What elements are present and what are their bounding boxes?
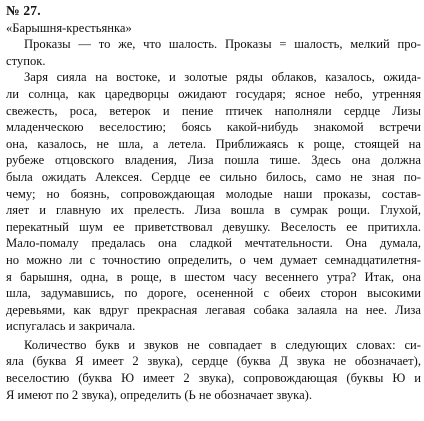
text-line: Мало-помалу предалась она сладкой мечтательности. Она думала, (6, 236, 421, 251)
text-line: яла (буква Я имеет 2 звука), сердце (буква Д звука не обозначает), (6, 354, 421, 369)
text-line: веселостию (буква Ю имеет 2 звука), сопровождающая (буквы Ю и (6, 371, 421, 386)
text-line: Проказы — то же, что шалость. Проказы = шалость, мелкий про- (24, 37, 421, 52)
exercise-number: № 27. (6, 3, 41, 18)
text-line: но можно ли с точностию определить, о чем думает семнадцатилетня- (6, 252, 421, 267)
text-line: ляет и главную их прелесть. Лиза вошла в сумрак рощи. Глухой, (6, 203, 421, 218)
text-line: чему; но боязнь, сопровождающая молодые наши проказы, состав- (6, 186, 421, 201)
paragraph-story (6, 69, 421, 335)
text-line: шла, задумавшись, по дороге, осененной с обеих сторон высокими (6, 286, 421, 301)
text-line: свежесть, роса, ветерок и пение птичек наполняли сердце Лизы (6, 103, 421, 118)
text-line: перекатный шум ее приветствовал девушку. Веселость ее притихла. (6, 219, 421, 234)
text-line: она, казалось, не шла, а летела. Приближаясь к роще, стоящей на (6, 136, 421, 151)
text-line: испугалась и закричала. (6, 319, 136, 334)
text-line: Количество букв и звуков не совпадает в следующих словах: си- (24, 337, 421, 352)
exercise-title: «Барышня-крестьянка» (6, 20, 132, 35)
text-line: Я имеют по 2 звука), определить (Ь не обозначает звука). (6, 387, 313, 402)
text-line: ли солнца, как царедворцы ожидают государя; ясное небо, утренняя (6, 86, 421, 101)
paragraph-analysis (6, 337, 421, 403)
text-line: я барышня, одна, в роще, в шестом часу весеннего утра? Итак, она (6, 269, 421, 284)
text-line: Заря сияла на востоке, и золотые ряды облаков, казалось, ожида- (24, 70, 421, 85)
text-line: младенческою веселостию; боясь какой-нибудь знакомой встречи (6, 120, 421, 135)
text-line: ступок. (6, 53, 46, 68)
paragraph-definition (6, 36, 421, 69)
text-line: рубеже отцовского владения, Лиза пошла тише. Здесь она должна (6, 153, 421, 168)
text-line: была ожидать Алексея. Сердце ее сильно билось, само не зная по- (6, 169, 421, 184)
text-line: деревьями, как вдруг прекрасная легавая собака залаяла на нее. Лиза (6, 302, 421, 317)
